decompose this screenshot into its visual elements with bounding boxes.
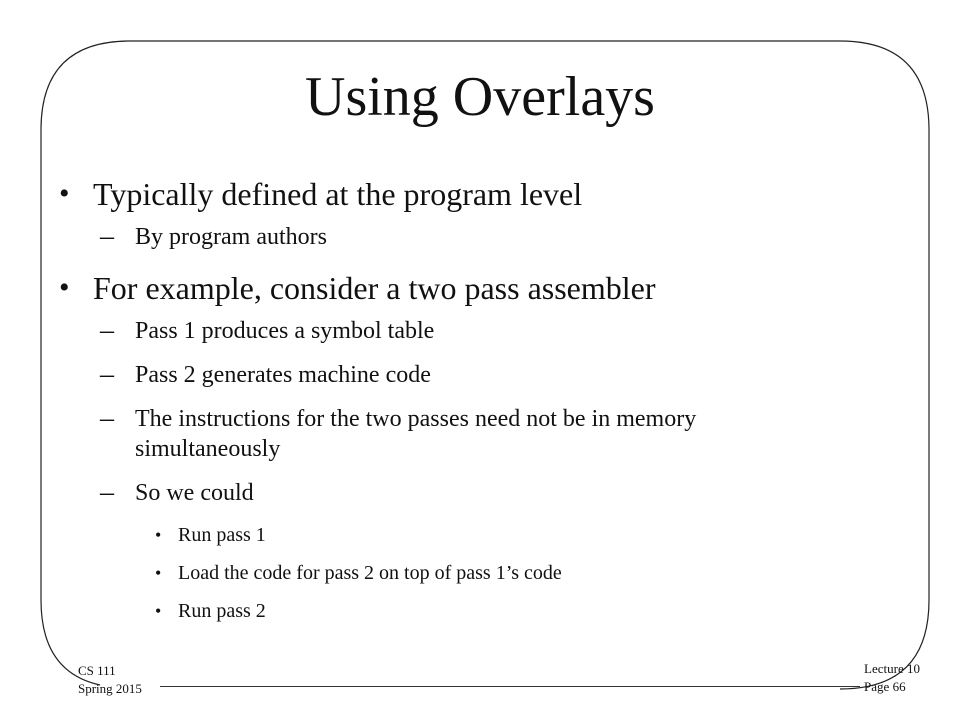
footer-course-info xyxy=(78,662,142,698)
footer-page-info xyxy=(864,660,920,696)
footer-course: CS 111 xyxy=(78,663,116,678)
footer-divider xyxy=(160,686,860,687)
dash-icon: – xyxy=(100,359,114,390)
bullet-icon: • xyxy=(155,525,162,545)
sub-bullet-item xyxy=(55,404,905,464)
footer-term: Spring 2015 xyxy=(78,681,142,696)
dash-icon: – xyxy=(100,315,114,346)
sub-sub-bullet-item xyxy=(55,560,905,586)
sub-bullet-text: Pass 2 generates machine code xyxy=(135,362,431,388)
dash-icon: – xyxy=(100,403,114,434)
sub-bullet-text: By program authors xyxy=(135,224,327,250)
dash-icon: – xyxy=(100,221,114,252)
sub-bullet-text: So we could xyxy=(135,480,254,506)
sub-sub-bullet-item xyxy=(55,598,905,624)
sub-sub-bullet-text: Run pass 1 xyxy=(178,524,266,546)
bullet-text: Typically defined at the program level xyxy=(93,176,583,212)
sub-bullet-item xyxy=(55,478,905,508)
sub-sub-bullet-text: Run pass 2 xyxy=(178,600,266,622)
sub-bullet-text: Pass 1 produces a symbol table xyxy=(135,318,435,344)
bullet-text: For example, consider a two pass assembler xyxy=(93,270,656,306)
bullet-item xyxy=(55,266,905,310)
sub-sub-bullet-text: Load the code for pass 2 on top of pass 1’s code xyxy=(178,562,562,584)
sub-bullet-item xyxy=(55,222,905,252)
sub-sub-bullet-item xyxy=(55,522,905,548)
sub-bullet-text: The instructions for the two passes need not be in memory xyxy=(135,406,697,432)
bullet-icon: • xyxy=(59,271,70,304)
sub-bullet-text-continued: simultaneously xyxy=(135,436,281,462)
dash-icon: – xyxy=(100,477,114,508)
bullet-icon: • xyxy=(155,601,162,621)
bullet-item xyxy=(55,172,905,216)
bullet-icon: • xyxy=(59,177,70,210)
footer-lecture: Lecture 10 xyxy=(864,661,920,676)
sub-bullet-item xyxy=(55,316,905,346)
slide-content xyxy=(55,172,905,636)
bullet-icon: • xyxy=(155,563,162,583)
sub-bullet-item xyxy=(55,360,905,390)
slide-title: Using Overlays xyxy=(305,66,655,128)
footer-page: Page 66 xyxy=(864,679,906,694)
